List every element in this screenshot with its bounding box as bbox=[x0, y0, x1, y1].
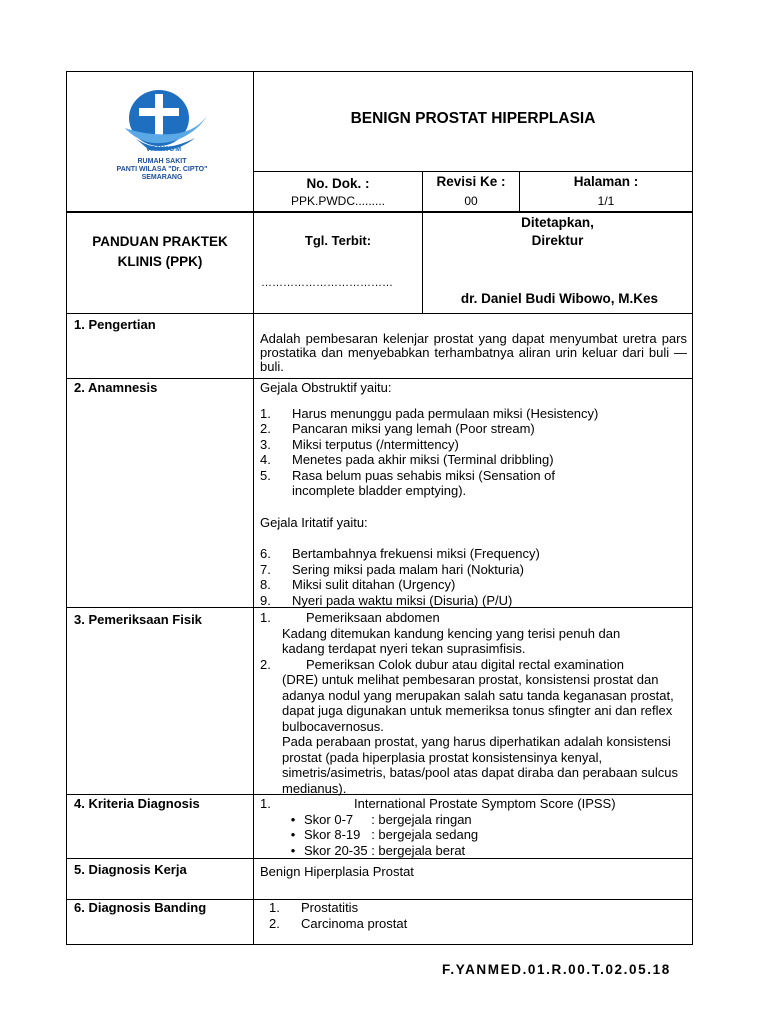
section-label-kriteria: 4. Kriteria Diagnosis bbox=[74, 796, 200, 811]
fisik-item-2: 2. Pemeriksan Colok dubur atau digital rectal examination bbox=[260, 656, 624, 672]
row-divider bbox=[67, 211, 692, 213]
halaman-value: 1/1 bbox=[597, 194, 615, 208]
hospital-name bbox=[97, 158, 227, 182]
iritatif-title: Gejala Iritatif yaitu: bbox=[260, 514, 368, 530]
section-label-banding: 6. Diagnosis Banding bbox=[74, 900, 207, 915]
hospital-line-1: RUMAH SAKIT bbox=[137, 158, 187, 165]
list-item: • Skor 20-35 : bergejala berat bbox=[282, 843, 687, 859]
list-item: 3. Miksi terputus (/ntermittency) bbox=[260, 436, 459, 452]
diagnosis-kerja-text: Benign Hiperplasia Prostat bbox=[260, 864, 414, 879]
fisik-item-2-text-2: Pada perabaan prostat, yang harus diperhatikan adalah konsistensi prostat (pada hiperplasia prostat konsistensinya kenyal, simetris/asimetris, batas/pool atas dapat diraba dan perabaan sulcus medianus). bbox=[282, 734, 678, 796]
fisik-item-1-text: Kadang ditemukan kandung kencing yang terisi penuh dan kadang terdapat nyeri tekan suprasimfisis. bbox=[282, 625, 621, 656]
tgl-terbit-label: Tgl. Terbit: bbox=[304, 233, 372, 248]
bullet-icon: • bbox=[290, 842, 296, 858]
bullet-icon: • bbox=[290, 827, 296, 842]
ditetapkan: Ditetapkan, bbox=[521, 215, 594, 230]
list-item: 5. Rasa belum puas sehabis miksi (Sensation of incomplete bladder emptying). bbox=[260, 467, 556, 498]
list-item: • Skor 0-7 : bergejala ringan bbox=[282, 812, 687, 828]
pengertian-text: Adalah pembesaran kelenjar prostat yang dapat menyumbat uretra pars prostatika dan menyebabkan terhambatnya aliran urin keluar dari buli — buli. bbox=[260, 331, 687, 374]
row-divider bbox=[67, 858, 692, 859]
doc-type-line-1: PANDUAN PRAKTEK bbox=[92, 234, 228, 249]
obstruktif-title: Gejala Obstruktif yaitu: bbox=[260, 380, 392, 395]
list-item: 2. Pancaran miksi yang lemah (Poor stream) bbox=[260, 421, 535, 436]
footer-code: F.YANMED.01.R.00.T.02.05.18 bbox=[442, 962, 671, 977]
list-item: 6. Bertambahnya frekuensi miksi (Frequency) bbox=[260, 546, 540, 561]
document-frame bbox=[66, 71, 693, 945]
doc-type bbox=[67, 232, 253, 272]
list-item: 2. Carcinoma prostat bbox=[269, 915, 408, 931]
fisik-item-1: 1. Pemeriksaan abdomen bbox=[260, 610, 440, 625]
list-item: 7. Sering miksi pada malam hari (Nokturia) bbox=[260, 561, 524, 577]
document-title: BENIGN PROSTAT HIPERPLASIA bbox=[350, 110, 596, 127]
list-item: 1. Prostatitis bbox=[269, 900, 359, 915]
hospital-line-3: SEMARANG bbox=[141, 174, 183, 181]
list-item: 9. Nyeri pada waktu miksi (Disuria) (P/U) bbox=[260, 592, 513, 608]
section-label-pengertian: 1. Pengertian bbox=[74, 317, 156, 332]
no-dok-value: PPK.PWDC......... bbox=[290, 194, 385, 208]
anamnesis-content bbox=[260, 380, 687, 608]
doc-type-line-2: KLINIS (PPK) bbox=[117, 254, 203, 269]
bullet-icon: • bbox=[290, 811, 296, 827]
row-divider bbox=[67, 313, 692, 314]
list-item: 1. Harus menunggu pada permulaan miksi (Hesistency) bbox=[260, 405, 599, 421]
hospital-line-2: PANTI WILASA "Dr. CIPTO" bbox=[116, 166, 208, 173]
fisik-content bbox=[260, 610, 690, 796]
row-divider bbox=[253, 171, 692, 172]
direktur: Direktur bbox=[531, 233, 584, 248]
tgl-terbit-value: ……………………………… bbox=[261, 277, 393, 289]
list-item: 4. Menetes pada akhir miksi (Terminal dribbling) bbox=[260, 452, 554, 467]
section-label-kerja: 5. Diagnosis Kerja bbox=[74, 862, 187, 877]
iritatif-list bbox=[260, 546, 687, 608]
row-divider bbox=[67, 378, 692, 379]
section-label-fisik: 3. Pemeriksaan Fisik bbox=[74, 612, 202, 627]
fisik-item-2-text: (DRE) untuk melihat pembesaran prostat, konsistensi prostat dan adanya nodul yang merupakan salah satu tanda keganasan prostat, dapat juga digunakan untuk memeriksa tonus sfingter ani dan reflex bulbocavernosus. bbox=[282, 672, 674, 734]
obstruktif-list bbox=[260, 406, 687, 499]
halaman-label: Halaman : bbox=[573, 174, 639, 189]
banding-list bbox=[269, 900, 407, 931]
ipss-list bbox=[260, 812, 687, 859]
list-item: • Skor 8-19 : bergejala sedang bbox=[282, 827, 687, 843]
kriteria-content bbox=[260, 796, 687, 858]
director-name: dr. Daniel Budi Wibowo, M.Kes bbox=[460, 291, 659, 306]
kriteria-item-1: 1. International Prostate Symptom Score (IPSS) bbox=[260, 796, 616, 811]
section-label-anamnesis: 2. Anamnesis bbox=[74, 380, 158, 395]
revisi-value: 00 bbox=[464, 194, 478, 208]
revisi-label: Revisi Ke : bbox=[436, 174, 506, 189]
logo-brand: VAKKUM bbox=[145, 146, 183, 153]
list-item: 8. Miksi sulit ditahan (Urgency) bbox=[260, 577, 456, 592]
no-dok-label: No. Dok. : bbox=[306, 176, 370, 191]
